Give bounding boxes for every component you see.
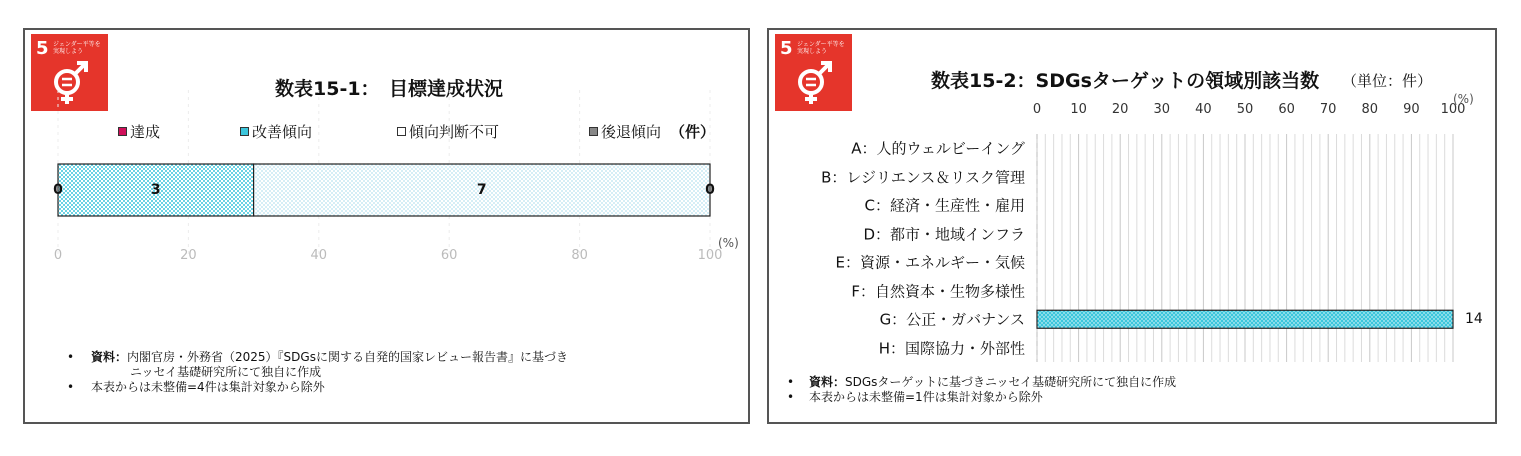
x-tick-label: 100 xyxy=(1440,102,1466,117)
x-unit-label: (%) xyxy=(718,236,739,250)
x-tick-label: 40 xyxy=(1195,102,1212,117)
bar xyxy=(1037,310,1453,328)
note-label: 資料： xyxy=(91,350,128,364)
note-exclusion: • 本表からは未整備=1件は集計対象から除外 xyxy=(787,390,1043,404)
legend-label: 後退傾向 xyxy=(601,123,662,141)
note-text: SDGsターゲットに基づきニッセイ基礎研究所にて独自に作成 xyxy=(845,375,1177,389)
note-exclusion: • 本表からは未整備=4件は集計対象から除外 xyxy=(67,380,325,394)
unit-label: （件） xyxy=(670,123,716,141)
note-text: 本表からは未整備=4件は集計対象から除外 xyxy=(91,380,325,394)
bar-value-label: 14 xyxy=(1465,311,1483,328)
category-label: E：資源・エネルギー・気候 xyxy=(835,253,1025,272)
category-label: G：公正・ガバナンス xyxy=(879,310,1025,329)
x-tick-label: 60 xyxy=(440,248,458,263)
note-text-cont: ニッセイ基礎研究所にて独自に作成 xyxy=(130,365,322,379)
sdg-text: ジェンダー平等を実現しよう xyxy=(53,41,101,55)
x-tick-label: 70 xyxy=(1319,102,1337,117)
segment-value-label: 0 xyxy=(53,182,63,198)
sdg-number: 5 xyxy=(780,38,793,59)
note-source: • 資料：SDGsターゲットに基づきニッセイ基礎研究所にて独自に作成 xyxy=(787,375,1177,389)
category-label: D：都市・地域インフラ xyxy=(863,225,1025,244)
x-tick-label: 0 xyxy=(1032,102,1042,117)
segment-value-label: 7 xyxy=(476,182,487,198)
note-text: 内閣官房・外務省（2025）『SDGsに関する自発的国家レビュー報告書』に基づき xyxy=(127,350,568,364)
note-source: • 資料：内閣官房・外務省（2025）『SDGsに関する自発的国家レビュー報告書』に基づき xyxy=(67,350,568,364)
chart-title: 数表15-1： 目標達成状況 xyxy=(275,78,504,100)
category-label: B：レジリエンス＆リスク管理 xyxy=(821,168,1025,187)
notes xyxy=(787,375,1176,405)
legend-label: 改善傾向 xyxy=(252,123,313,141)
x-tick-label: 30 xyxy=(1153,102,1171,117)
segment-value-label: 3 xyxy=(150,182,161,198)
x-tick-label: 90 xyxy=(1403,102,1420,117)
x-tick-label: 20 xyxy=(1111,102,1129,117)
sdg-text: ジェンダー平等を実現しよう xyxy=(797,41,845,55)
category-label: H：国際協力・外部性 xyxy=(878,339,1025,358)
x-tick-label: 50 xyxy=(1236,102,1254,117)
note-text: 本表からは未整備=1件は集計対象から除外 xyxy=(809,390,1043,404)
x-unit-label: (%) xyxy=(1453,92,1474,106)
unit-label: （単位：件） xyxy=(1342,72,1433,90)
x-tick-label: 20 xyxy=(180,248,197,263)
sdg-number: 5 xyxy=(36,38,49,59)
note-source-cont xyxy=(67,365,568,380)
stacked-bar-chart xyxy=(25,30,748,280)
legend-label: 達成 xyxy=(130,123,161,141)
x-tick-label: 0 xyxy=(53,248,63,263)
legend-label: 傾向判断不可 xyxy=(409,123,500,141)
x-tick-label: 80 xyxy=(1361,102,1379,117)
x-tick-label: 40 xyxy=(310,248,328,263)
chart-title: 数表15-2：SDGsターゲットの領域別該当数 xyxy=(931,70,1320,92)
category-label: C：経済・生産性・雇用 xyxy=(864,196,1025,215)
segment-value-label: 0 xyxy=(705,182,715,198)
note-label: 資料： xyxy=(809,375,846,389)
x-tick-label: 60 xyxy=(1278,102,1295,117)
x-tick-label: 100 xyxy=(697,248,723,263)
category-label: A：人的ウェルビーイング xyxy=(851,139,1025,158)
target-domain-panel xyxy=(767,28,1497,424)
goal-achievement-panel xyxy=(23,28,750,424)
x-tick-label: 80 xyxy=(571,248,588,263)
notes xyxy=(67,350,568,395)
x-tick-label: 10 xyxy=(1070,102,1087,117)
category-label: F：自然資本・生物多様性 xyxy=(851,282,1025,301)
